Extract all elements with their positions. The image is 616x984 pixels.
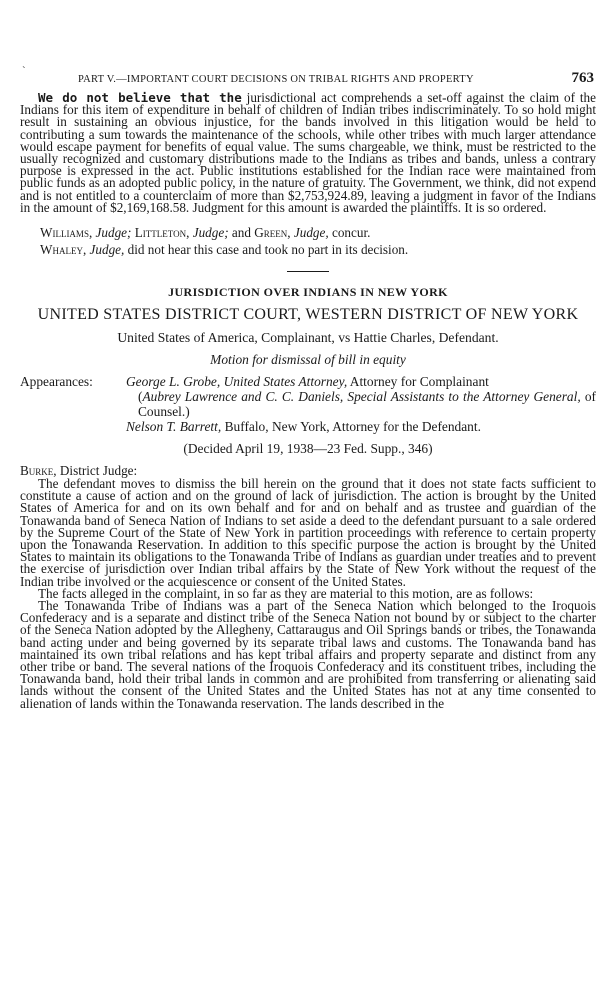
nonparticipation-text: did not hear this case and took no part in its decision. xyxy=(127,242,409,258)
open-paren: ( xyxy=(138,389,143,405)
attorney-role: Buffalo, New York, Attorney for the Defendant. xyxy=(224,419,481,435)
concur-verb: concur. xyxy=(331,225,371,241)
judge-role: Judge; xyxy=(95,225,132,241)
appearance-complainant xyxy=(126,374,596,389)
attorney-name: George L. Grobe, United States Attorney, xyxy=(126,374,348,390)
judge-name: Green, xyxy=(254,225,291,241)
section-heading: JURISDICTION OVER INDIANS IN NEW YORK xyxy=(168,285,448,300)
page-marker: ` xyxy=(22,65,26,77)
conjunction: and xyxy=(231,225,251,241)
appearance-counsel xyxy=(126,389,596,419)
judge-role: Judge, xyxy=(89,242,125,258)
appearances-body xyxy=(126,374,596,434)
judge-role: Judge; xyxy=(192,225,229,241)
running-title: PART V.—IMPORTANT COURT DECISIONS ON TRIBAL RIGHTS AND PROPERTY xyxy=(78,74,474,85)
case-title: United States of America, Complainant, vs Hattie Charles, Defendant. xyxy=(117,330,499,346)
body-paragraph: The facts alleged in the complaint, in so far as they are material to this motion, are as follows: xyxy=(38,585,534,601)
decision-date: (Decided April 19, 1938—23 Fed. Supp., 346) xyxy=(183,441,433,457)
running-header xyxy=(78,68,596,92)
attorney-name: Nelson T. Barrett, xyxy=(126,419,222,435)
paragraph-body: jurisdictional act comprehends a set-off against the claim of the Indians for this item of expenditure in behalf of children of Indian tribes indiscriminately. To so hold might result in sustaining an obvious injustice, for the bands involved in this litigation would be held to contributing a sum towards the maintenance of the schools, while other tribes with much larger attendance would escape payment for benefits of equal value. The sums chargeable, we think, must be restricted to the usually recognized and customary distributions made to the Indians as tribes and bands, unless a contrary purpose is expressed in the act. Public institutions established for the Indian race were maintained from public funds as an adopted public policy, in the nature of gratuity. The Government, we think, did not expend and is not entitled to a counterclaim of more than $2,753,924.89, leaving a judgment in favor of the Indians in the amount of $2,169,168.58. Judgment for this amount is awarded the plaintiffs. It is so ordered. xyxy=(20,90,597,215)
judge-name: Williams xyxy=(40,225,89,241)
body-paragraph: The defendant moves to dismiss the bill herein on the ground that it does not state facts sufficient to constitute a cause of action and on the ground of lack of jurisdiction. The action is brought by the United States of America for and on its own behalf and for and on behalf and as trustee and guardian of the Tonawanda band of Seneca Nation of Indians to set aside a deed to the defendant pursuant to a sale ordered by the Supreme Court of the State of New York in partition proceedings with reference to certain property upon the Tonawanda Reservation. In addition to this specific purpose the action is brought by the United States to maintain its obligations to the Tonawanda Tribe of Indians as guardian under treaties and to prevent the exercise of jurisdiction over Indian tribal affairs by the State of New York without the request of the Indian tribe involved or the acquiescence or consent of the United States. xyxy=(20,476,596,589)
judge-name: Littleton, xyxy=(134,225,190,241)
concurrence-block xyxy=(20,224,596,258)
bold-lead-text: We do not believe that the xyxy=(38,90,242,105)
counsel-role: of Counsel.) xyxy=(138,389,596,420)
judge-name: Burke, xyxy=(20,463,57,479)
body-paragraph: The Tonawanda Tribe of Indians was a part of the Seneca Nation which belonged to the Iroquois Confederacy and is a separate and distinct tribe of the Seneca Nation not bound by or subject to the charter of the Seneca Nation adopted by the Allegheny, Cattaraugus and Oil Springs bands or tribes, the Tonawanda band acting under and being governed by its separate tribal laws and customs. The Tonawanda band has maintained its own tribal relations and has kept tribal affairs and property separate and distinct from any other tribe or band. The several nations of the Iroquois Confederacy and its constituent tribes, including the Tonawanda band, hold their tribal lands in common and are prohibited from transferring or alienating said lands without the consent of the United States and the United States has not at any time consented to alienation of lands within the Tonawanda reservation. The lands described in the xyxy=(20,598,596,711)
section-divider xyxy=(287,271,329,272)
counsel-names: Aubrey Lawrence and C. C. Daniels, Special Assistants to the Attorney General, xyxy=(142,389,581,405)
appearances-label: Appearances: xyxy=(20,374,93,390)
court-heading: UNITED STATES DISTRICT COURT, WESTERN DISTRICT OF NEW YORK xyxy=(37,306,579,324)
appearances-block xyxy=(20,374,596,434)
opinion-closing-paragraph xyxy=(20,92,596,214)
judge-title: District Judge: xyxy=(59,463,138,479)
judge-role: Judge, xyxy=(293,225,329,241)
nonparticipation-line xyxy=(40,241,596,258)
attorney-role: Attorney for Complainant xyxy=(349,374,489,390)
page-number: 763 xyxy=(571,70,594,86)
concurrence-line: Williams, Judge; Littleton, Judge; and Green, Judge, concur. xyxy=(40,225,371,241)
motion-line: Motion for dismissal of bill in equity xyxy=(210,352,406,368)
judge-name: Whaley, xyxy=(40,242,87,258)
appearance-defendant xyxy=(126,419,596,434)
